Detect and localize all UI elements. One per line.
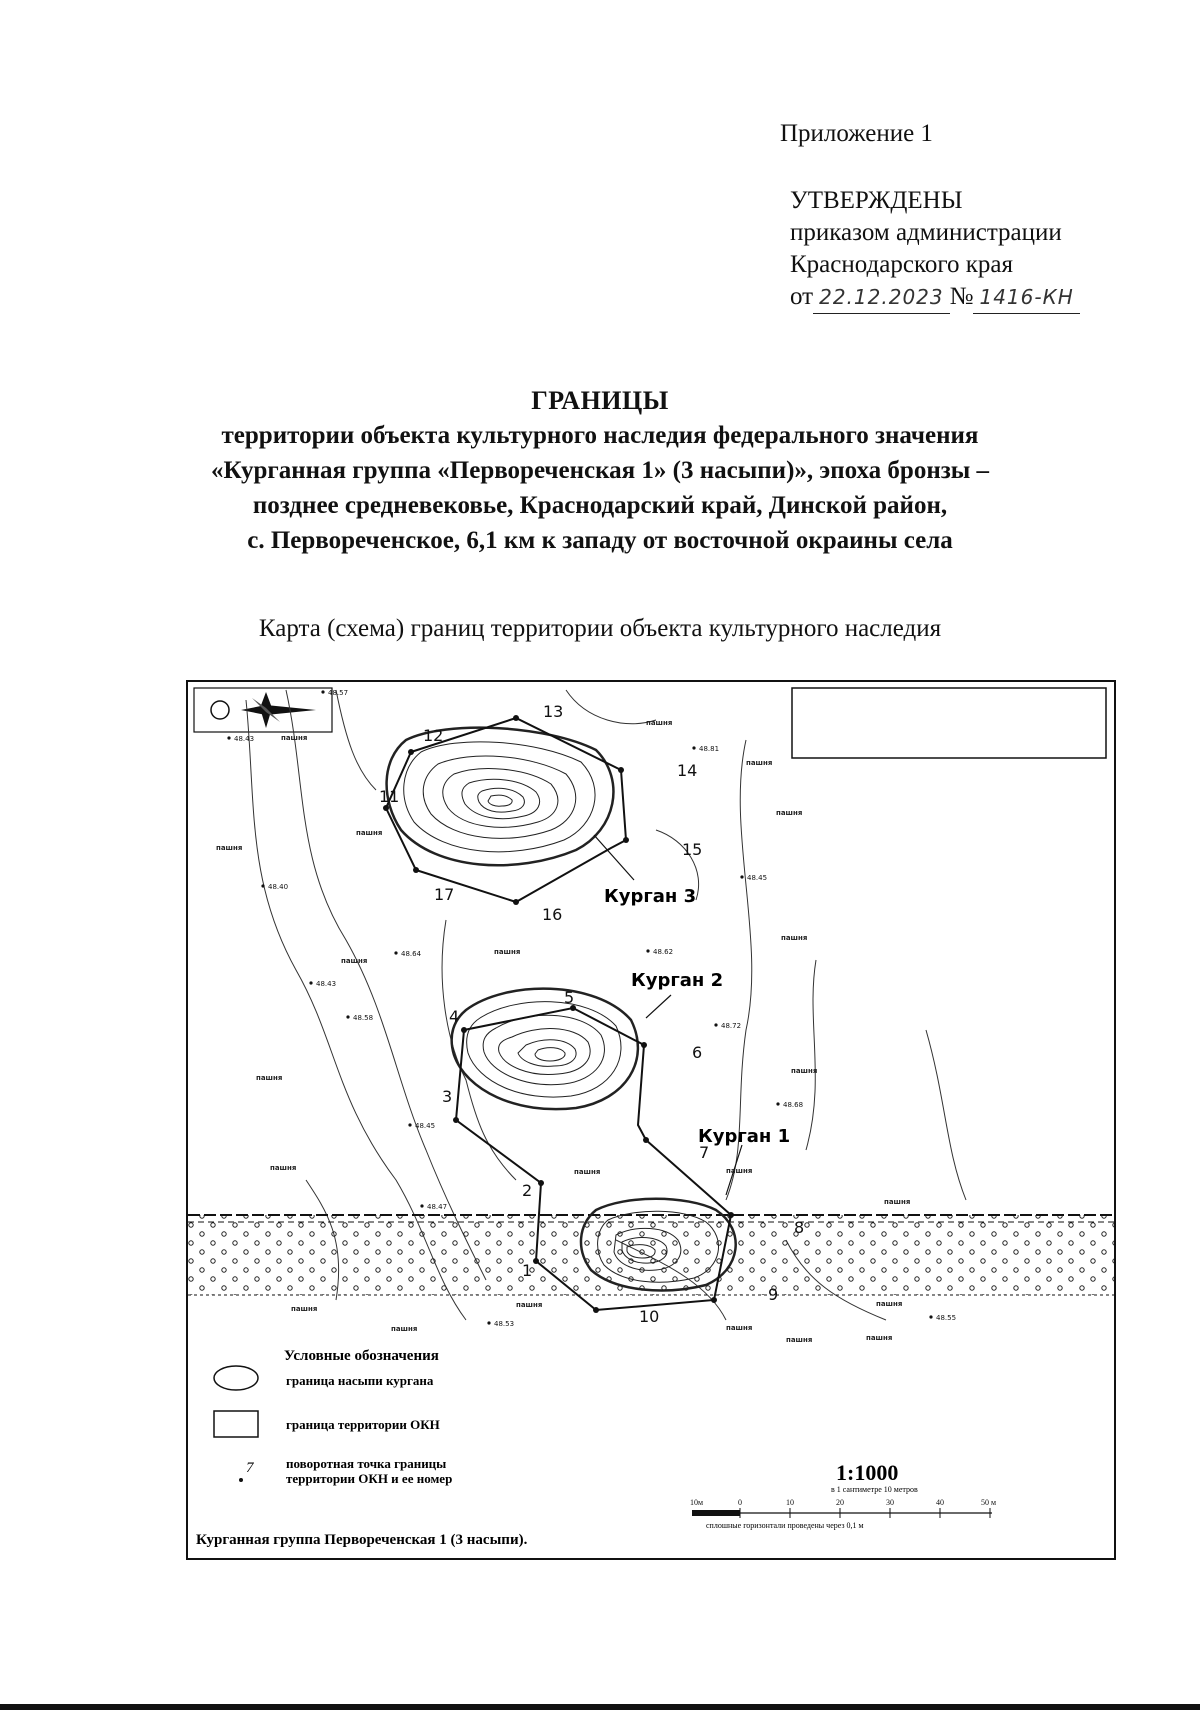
point-label: 11 bbox=[379, 787, 400, 806]
svg-text:48.55: 48.55 bbox=[936, 1314, 957, 1322]
svg-text:пашня: пашня bbox=[726, 1167, 753, 1175]
svg-text:48.45: 48.45 bbox=[747, 874, 768, 882]
turning-point-legend-icon bbox=[239, 1478, 243, 1482]
legend-title: Условные обозначения bbox=[284, 1348, 439, 1364]
svg-text:30: 30 bbox=[886, 1498, 894, 1507]
kurgan-3-label: Курган 3 bbox=[604, 886, 697, 907]
appendix-label: Приложение 1 bbox=[780, 120, 933, 147]
svg-text:пашня: пашня bbox=[291, 1305, 318, 1313]
svg-text:20: 20 bbox=[836, 1498, 844, 1507]
approved-label: УТВЕРЖДЕНЫ bbox=[790, 187, 963, 214]
svg-text:10: 10 bbox=[786, 1498, 794, 1507]
svg-text:48.57: 48.57 bbox=[328, 689, 349, 697]
point-label: 14 bbox=[677, 761, 698, 780]
point-label: 7 bbox=[699, 1143, 710, 1162]
svg-text:48.72: 48.72 bbox=[721, 1022, 742, 1030]
svg-text:48.43: 48.43 bbox=[234, 735, 255, 743]
svg-text:48.62: 48.62 bbox=[653, 948, 674, 956]
svg-text:пашня: пашня bbox=[781, 934, 808, 942]
svg-text:пашня: пашня bbox=[494, 948, 521, 956]
point-label: 15 bbox=[682, 840, 703, 859]
svg-text:48.45: 48.45 bbox=[415, 1122, 436, 1130]
point-label: 2 bbox=[522, 1181, 533, 1200]
svg-text:50 м: 50 м bbox=[981, 1498, 997, 1507]
date-value: 22.12.2023 bbox=[813, 281, 950, 314]
point-label: 3 bbox=[442, 1087, 453, 1106]
approval-line-2: Краснодарского края bbox=[790, 251, 1013, 278]
title-line-4: с. Первореченское, 6,1 км к западу от восточной окраины села bbox=[247, 527, 953, 554]
scan-edge bbox=[0, 1704, 1200, 1710]
legend-point-2: территории ОКН и ее номер bbox=[286, 1471, 453, 1486]
svg-text:48.53: 48.53 bbox=[494, 1320, 515, 1328]
contour-note: сплошные горизонтали проведены через 0,1 м bbox=[706, 1521, 864, 1530]
svg-text:пашня: пашня bbox=[270, 1164, 297, 1172]
point-label: 5 bbox=[564, 988, 575, 1007]
map-title: Курганная группа Первореченская 1 (3 насыпи). bbox=[196, 1532, 528, 1548]
road-band bbox=[188, 1215, 1114, 1295]
number-prefix: № bbox=[949, 283, 974, 310]
svg-text:пашня: пашня bbox=[341, 957, 368, 965]
compass-icon bbox=[194, 688, 332, 732]
svg-text:пашня: пашня bbox=[791, 1067, 818, 1075]
scale-ratio: 1:1000 bbox=[836, 1460, 899, 1485]
approval-block bbox=[790, 185, 1080, 314]
svg-text:48.40: 48.40 bbox=[268, 883, 289, 891]
svg-text:пашня: пашня bbox=[391, 1325, 418, 1333]
svg-text:пашня: пашня bbox=[281, 734, 308, 742]
svg-text:0: 0 bbox=[738, 1498, 742, 1507]
svg-text:пашня: пашня bbox=[646, 719, 673, 727]
approval-date-line bbox=[790, 281, 1080, 314]
point-label: 17 bbox=[434, 885, 455, 904]
date-prefix: от bbox=[790, 283, 814, 310]
kurgan-2-label: Курган 2 bbox=[631, 970, 724, 991]
number-value: 1416-КН bbox=[973, 281, 1079, 314]
svg-text:48.47: 48.47 bbox=[427, 1203, 448, 1211]
svg-text:пашня: пашня bbox=[776, 809, 803, 817]
svg-text:пашня: пашня bbox=[574, 1168, 601, 1176]
boundary-map bbox=[186, 680, 1116, 1560]
document-title bbox=[140, 383, 1060, 558]
svg-text:пашня: пашня bbox=[516, 1301, 543, 1309]
title-line-2: «Курганная группа «Первореченская 1» (3 насыпи)», эпоха бронзы – bbox=[210, 457, 990, 484]
svg-text:пашня: пашня bbox=[356, 829, 383, 837]
svg-text:пашня: пашня bbox=[216, 844, 243, 852]
point-label: 4 bbox=[449, 1007, 460, 1026]
title-heading: ГРАНИЦЫ bbox=[531, 386, 669, 415]
info-box bbox=[792, 688, 1106, 758]
svg-text:пашня: пашня bbox=[746, 759, 773, 767]
legend-mound: граница насыпи кургана bbox=[286, 1373, 434, 1388]
kurgan-1-label: Курган 1 bbox=[698, 1126, 791, 1147]
point-label: 16 bbox=[542, 905, 563, 924]
svg-text:40: 40 bbox=[936, 1498, 944, 1507]
point-label: 8 bbox=[794, 1218, 805, 1237]
point-label: 6 bbox=[692, 1043, 703, 1062]
svg-text:48.43: 48.43 bbox=[316, 980, 337, 988]
svg-text:пашня: пашня bbox=[256, 1074, 283, 1082]
legend-point-1: поворотная точка границы bbox=[286, 1456, 447, 1471]
svg-text:48.81: 48.81 bbox=[699, 745, 720, 753]
title-line-3: позднее средневековье, Краснодарский край, Динской район, bbox=[252, 492, 948, 519]
title-line-1: территории объекта культурного наследия федерального значения bbox=[221, 422, 979, 449]
svg-text:пашня: пашня bbox=[884, 1198, 911, 1206]
svg-text:пашня: пашня bbox=[726, 1324, 753, 1332]
point-label: 9 bbox=[768, 1285, 779, 1304]
map-caption: Карта (схема) границ территории объекта культурного наследия bbox=[258, 615, 942, 642]
point-label: 13 bbox=[543, 702, 564, 721]
point-label: 1 bbox=[522, 1261, 533, 1280]
svg-text:пашня: пашня bbox=[786, 1336, 813, 1344]
svg-text:пашня: пашня bbox=[866, 1334, 893, 1342]
legend-point-symbol: 7 bbox=[246, 1460, 254, 1476]
svg-text:48.58: 48.58 bbox=[353, 1014, 374, 1022]
scale-note: в 1 сантиметре 10 метров bbox=[831, 1485, 918, 1494]
svg-text:48.64: 48.64 bbox=[401, 950, 422, 958]
approval-line-1: приказом администрации bbox=[790, 219, 1062, 246]
svg-text:48.68: 48.68 bbox=[783, 1101, 804, 1109]
point-label: 10 bbox=[639, 1307, 660, 1326]
svg-text:10м: 10м bbox=[690, 1498, 704, 1507]
svg-text:пашня: пашня bbox=[876, 1300, 903, 1308]
point-label: 12 bbox=[423, 726, 444, 745]
legend-territory: граница территории ОКН bbox=[286, 1417, 440, 1432]
